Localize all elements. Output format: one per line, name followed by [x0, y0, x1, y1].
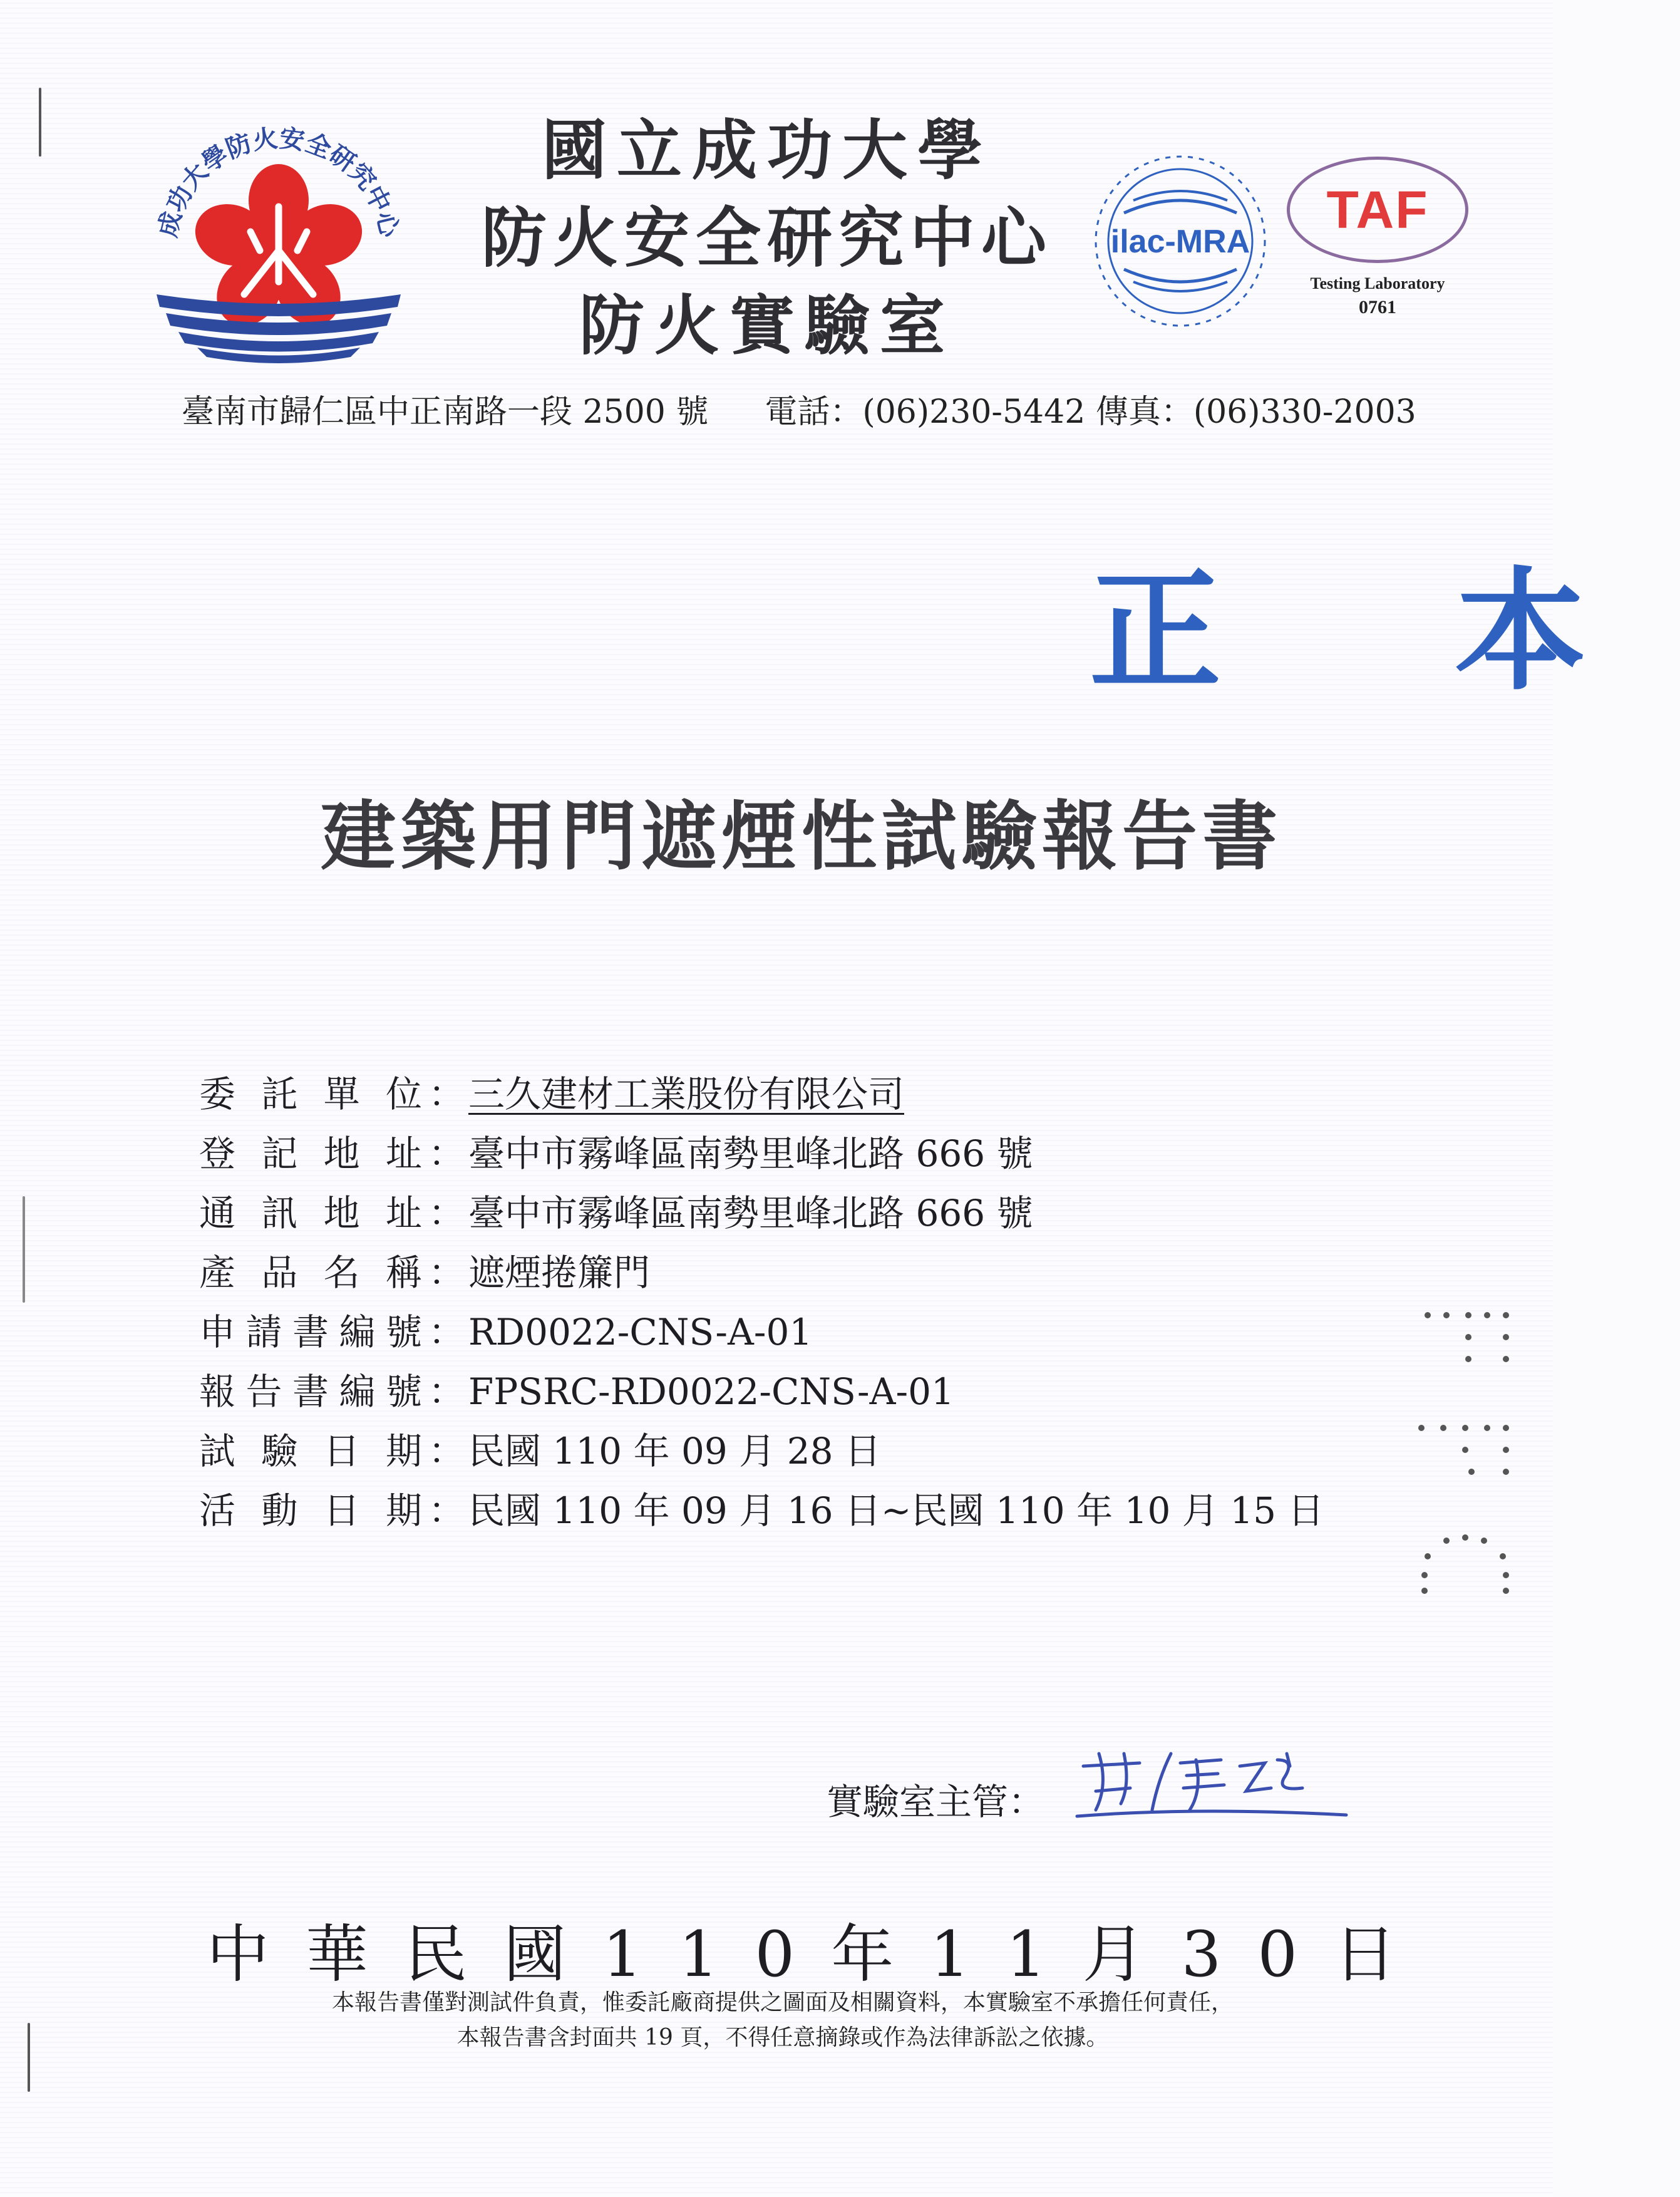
info-colon: ： [428, 1370, 465, 1413]
issue-date-char: 民 [405, 1918, 468, 1991]
info-row-test-date [199, 1422, 1451, 1481]
research-center-name: 防火安全研究中心 [481, 199, 1053, 276]
info-label: 活動日期 [199, 1489, 425, 1532]
ilac-mra-icon [1090, 150, 1271, 332]
info-colon: ： [428, 1311, 465, 1353]
taf-oval-icon [1287, 157, 1468, 263]
fax-number: 傳真：(06)330-2003 [1095, 393, 1416, 431]
issue-date [207, 1904, 1396, 1994]
info-row-client [199, 1065, 1451, 1124]
info-value: 遮煙捲簾門 [468, 1251, 651, 1294]
taf-accreditation-mark [1284, 157, 1471, 338]
taf-lab-number: 0761 [1359, 297, 1396, 318]
info-value: 三久建材工業股份有限公司 [468, 1073, 905, 1115]
info-value: RD0022-CNS-A-01 [468, 1311, 813, 1353]
report-title: 建築用門遮煙性試驗報告書 [321, 792, 1282, 881]
info-value: 臺中市霧峰區南勢里峰北路 666 號 [468, 1132, 1033, 1175]
perforation-dots-icon [1409, 1303, 1522, 1603]
info-value: 民國 110 年 09 月 28 日 [468, 1430, 881, 1472]
issue-date-char: 月 [1082, 1918, 1145, 1991]
info-colon: ： [428, 1430, 465, 1472]
issue-date-char: 年 [831, 1918, 894, 1991]
info-value: FPSRC-RD0022-CNS-A-01 [468, 1370, 954, 1413]
info-colon: ： [428, 1192, 465, 1234]
report-info-list [199, 1065, 1451, 1541]
issue-date-char: 0 [755, 1918, 795, 1991]
taf-logo-text: TAF [1326, 180, 1429, 239]
info-colon: ： [428, 1132, 465, 1175]
info-label: 登記地址 [199, 1132, 425, 1175]
info-row-mailing-address [199, 1184, 1451, 1243]
contact-line [182, 385, 1434, 432]
info-colon: ： [428, 1251, 465, 1294]
info-colon: ： [428, 1073, 465, 1115]
street-address: 臺南市歸仁區中正南路一段 2500 號 [182, 393, 709, 431]
university-name: 國立成功大學 [541, 111, 992, 189]
disclaimer-line: 本報告書含封面共 19 頁，不得任意摘錄或作為法律訴訟之依據。 [456, 2025, 1109, 2050]
issue-date-char: 0 [1257, 1918, 1297, 1991]
issue-date-char: 1 [930, 1918, 970, 1991]
info-label: 申請書編號 [199, 1311, 425, 1353]
svg-text:ilac-MRA: ilac-MRA [1110, 224, 1250, 260]
supervisor-label: 實驗室主管： [827, 1781, 1045, 1823]
logo-emblem-icon [144, 106, 413, 370]
info-row-report-number [199, 1362, 1451, 1422]
issue-date-char: 國 [503, 1918, 567, 1991]
phone-number: 電話：(06)230-5442 [765, 393, 1086, 431]
disclaimer-note [207, 1985, 1359, 2055]
laboratory-name: 防火實驗室 [579, 287, 955, 364]
info-label: 委託單位 [199, 1073, 425, 1115]
taf-subtitle: Testing Laboratory [1310, 274, 1445, 292]
issue-date-char: 日 [1333, 1918, 1396, 1991]
issue-date-char: 1 [602, 1918, 642, 1991]
disclaimer-line: 本報告書僅對測試件負責，惟委託廠商提供之圖面及相關資料，本實驗室不承擔任何責任， [331, 1990, 1234, 2015]
info-colon: ： [428, 1489, 465, 1532]
logo-ring-text: 成功大學防火安全研究中心 [152, 123, 405, 240]
issue-date-char: 華 [306, 1918, 369, 1991]
supervisor-signature [1071, 1741, 1353, 1835]
organization-heading [438, 106, 1096, 370]
info-row-product-name [199, 1243, 1451, 1303]
issue-date-char: 3 [1181, 1918, 1222, 1991]
perforation-seal-marks [1409, 1303, 1522, 1603]
info-value: 民國 110 年 09 月 16 日~民國 110 年 10 月 15 日 [468, 1489, 1324, 1532]
info-label: 產品名稱 [199, 1251, 425, 1294]
ilac-mra-mark [1090, 150, 1271, 332]
info-label: 報告書編號 [199, 1370, 425, 1413]
info-value: 臺中市霧峰區南勢里峰北路 666 號 [468, 1192, 1033, 1234]
info-row-registered-address [199, 1124, 1451, 1184]
scan-edge-mark [28, 2023, 30, 2092]
handwritten-signature-icon [1071, 1741, 1353, 1835]
issue-date-char: 1 [678, 1918, 719, 1991]
issue-date-char: 1 [1006, 1918, 1046, 1991]
issue-date-char: 中 [207, 1918, 269, 1991]
scan-edge-mark [23, 1196, 25, 1303]
fire-research-center-logo [144, 106, 413, 370]
scan-edge-mark [39, 88, 41, 157]
original-copy-stamp: 正 本 [1090, 554, 1680, 708]
info-row-activity-date [199, 1481, 1451, 1541]
info-label: 試驗日期 [199, 1430, 425, 1472]
info-label: 通訊地址 [199, 1192, 425, 1234]
info-row-application-number [199, 1303, 1451, 1362]
